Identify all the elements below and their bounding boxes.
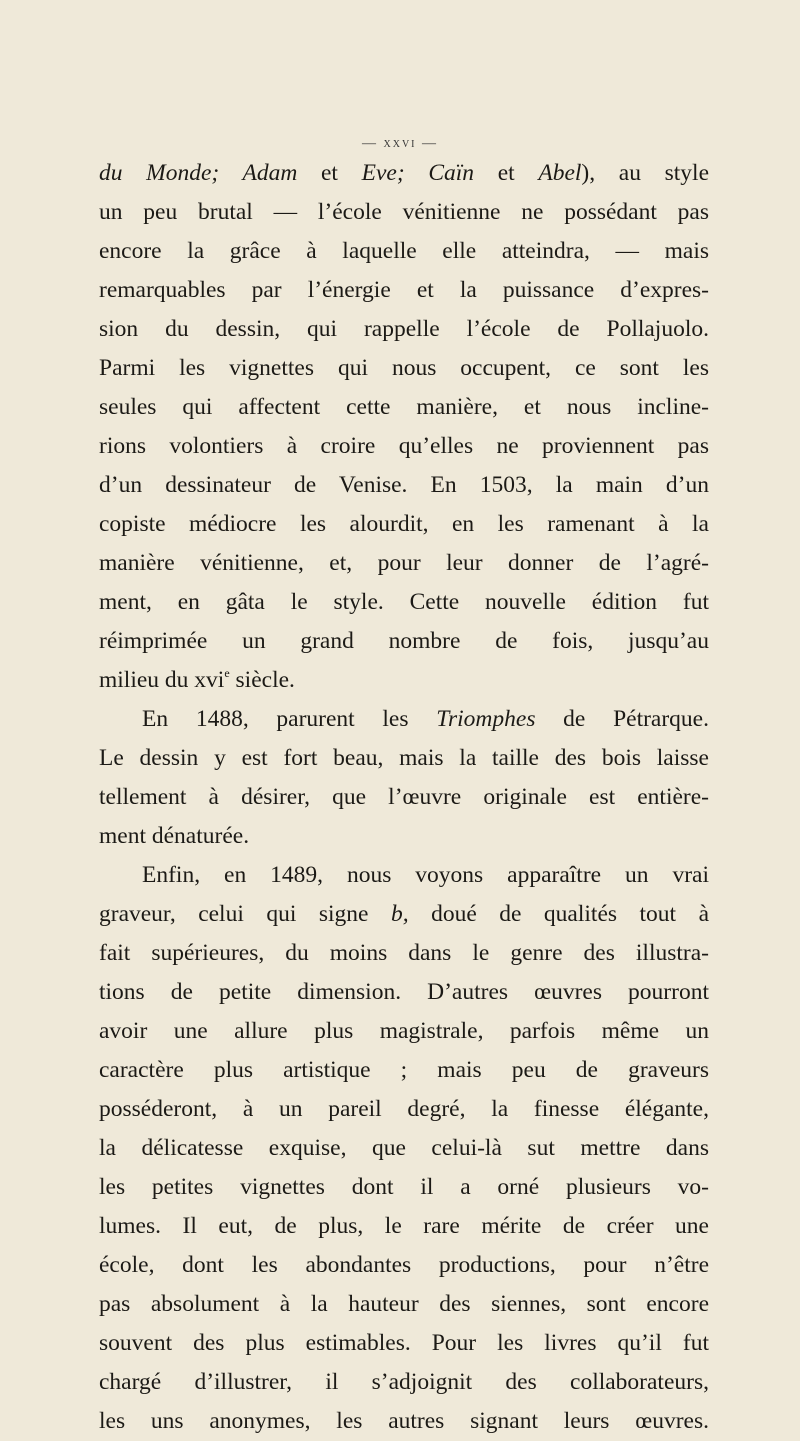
text-segment: En 1488, parurent les — [142, 706, 437, 732]
text-line — [99, 193, 709, 232]
text-line — [99, 856, 709, 895]
text-segment: siècle. — [229, 667, 295, 693]
text-line — [99, 1051, 709, 1090]
text-line — [99, 934, 709, 973]
text-segment: graveur, celui qui signe — [99, 901, 391, 927]
text-line — [99, 700, 709, 739]
text-segment: manière vénitienne, et, pour leur donner de l’agré- — [99, 550, 709, 576]
text-line — [99, 1402, 709, 1441]
text-segment: les petites vignettes dont il a orné plusieurs vo- — [99, 1174, 709, 1200]
text-line — [99, 778, 709, 817]
text-line — [99, 232, 709, 271]
text-segment: doué de qualités tout à — [408, 901, 709, 927]
text-segment: copiste médiocre les alourdit, en les ramenant à la — [99, 511, 709, 537]
text-segment: et — [297, 160, 362, 186]
text-line — [99, 583, 709, 622]
text-segment: avoir une allure plus magistrale, parfois même un — [99, 1018, 709, 1044]
text-segment: Parmi les vignettes qui nous occupent, ce sont les — [99, 355, 709, 381]
text-segment: d’un dessinateur de Venise. En 1503, la main d’un — [99, 472, 709, 498]
italic-text: Triomphes — [436, 706, 536, 732]
text-segment: souvent des plus estimables. Pour les livres qu’il fut — [99, 1330, 709, 1356]
text-line — [99, 973, 709, 1012]
text-segment: rions volontiers à croire qu’elles ne proviennent pas — [99, 433, 709, 459]
text-line — [99, 505, 709, 544]
text-segment: encore la grâce à laquelle elle atteindra, — mais — [99, 238, 709, 264]
text-segment: posséderont, à un pareil degré, la finesse élégante, — [99, 1096, 709, 1122]
italic-text: b, — [390, 901, 409, 927]
text-segment: un peu brutal — l’école vénitienne ne possédant pas — [99, 199, 709, 225]
text-segment: réimprimée un grand nombre de fois, jusqu’au — [99, 628, 709, 654]
italic-text: Abel — [538, 160, 582, 186]
text-line — [99, 1129, 709, 1168]
text-segment: caractère plus artistique ; mais peu de graveurs — [99, 1057, 709, 1083]
text-line — [99, 1090, 709, 1129]
text-line — [99, 1246, 709, 1285]
text-segment: ment, en gâta le style. Cette nouvelle édition fut — [99, 589, 709, 615]
text-segment: la délicatesse exquise, que celui-là sut mettre dans — [99, 1135, 709, 1161]
folio-text: — xxvi — — [362, 136, 438, 151]
text-line — [99, 388, 709, 427]
text-segment: ment dénaturée. — [99, 823, 250, 849]
text-line — [99, 1012, 709, 1051]
text-segment: les uns anonymes, les autres signant leurs œuvres. — [99, 1408, 709, 1434]
text-line — [99, 622, 709, 661]
text-line — [99, 817, 709, 856]
superscript: e — [224, 666, 230, 680]
italic-text: du Monde; Adam — [99, 160, 298, 186]
text-segment: lumes. Il eut, de plus, le rare mérite de créer une — [99, 1213, 709, 1239]
text-line — [99, 466, 709, 505]
text-line — [99, 544, 709, 583]
page-number — [0, 136, 800, 152]
text-segment: de Pétrarque. — [535, 706, 709, 732]
text-line — [99, 1207, 709, 1246]
text-segment: pas absolument à la hauteur des siennes, sont encore — [99, 1291, 709, 1317]
text-segment: Le dessin y est fort beau, mais la taille des bois laisse — [99, 745, 709, 771]
text-segment: sion du dessin, qui rappelle l’école de Pollajuolo. — [99, 316, 709, 342]
text-line — [99, 271, 709, 310]
body-text — [99, 154, 709, 1441]
text-segment: école, dont les abondantes productions, pour n’être — [99, 1252, 709, 1278]
text-segment: et — [474, 160, 539, 186]
text-line — [99, 1168, 709, 1207]
text-segment: ), au style — [581, 160, 710, 186]
text-segment: Enfin, en 1489, nous voyons apparaître un vrai — [142, 862, 709, 888]
text-line — [99, 661, 709, 700]
italic-text: Eve; Caïn — [361, 160, 475, 186]
text-segment: fait supérieures, du moins dans le genre des illustra- — [99, 940, 709, 966]
text-segment: tellement à désirer, que l’œuvre originale est entière- — [99, 784, 709, 810]
text-line — [99, 349, 709, 388]
text-segment: seules qui affectent cette manière, et nous incline- — [99, 394, 709, 420]
text-line — [99, 427, 709, 466]
text-line — [99, 895, 709, 934]
text-line — [99, 154, 709, 193]
text-line — [99, 1324, 709, 1363]
text-line — [99, 739, 709, 778]
text-line — [99, 310, 709, 349]
text-segment: tions de petite dimension. D’autres œuvres pourront — [99, 979, 709, 1005]
text-line — [99, 1285, 709, 1324]
text-segment: milieu du xvi — [99, 667, 225, 693]
text-segment: remarquables par l’énergie et la puissance d’expres- — [99, 277, 709, 303]
text-line — [99, 1363, 709, 1402]
text-segment: chargé d’illustrer, il s’adjoignit des collaborateurs, — [99, 1369, 709, 1395]
